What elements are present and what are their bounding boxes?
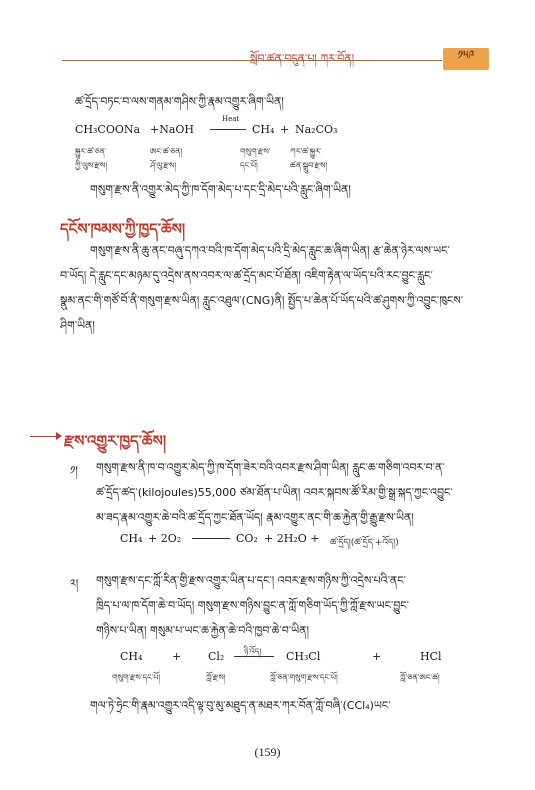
item1-eq-a: CH₄ bbox=[120, 532, 143, 545]
reaction1-label: སྐྱུར་ཚ་ཅན་ bbox=[75, 147, 107, 156]
section-heading-physical: དངོས་ཁམས་ཀྱི་ཁྱད་ཆོས། bbox=[60, 220, 186, 238]
intro-line: ཚ་དྲོད་བཏང་བ་ལས་གནམ་གཤིས་ཀྱི་རྣམ་འགྱུར་ཞིག་ཡིན། bbox=[75, 95, 284, 108]
section-arrow-icon bbox=[56, 432, 62, 440]
item2-eq-arrow bbox=[234, 656, 274, 657]
item2-eq-label: ཀློ་ཅན་གསུག་རྫས་དང་པོ། bbox=[270, 673, 338, 682]
item1-eq-e: ཚ་དྲོད།(ཚ་དྲོད་+འོད།) bbox=[330, 538, 399, 548]
item1-eq-arrow bbox=[192, 538, 230, 539]
section1-line: བ་ཡོད། དེ་རླུང་དང་མཉམ་དུ་འདྲེས་ནས་འབར་ལ་ཚ་དྲོད་མང་པོ་ཐོན། འཇིག་རྟེན་ལ་ཡོད་པའི་རང་བྱུང་རླུང་ bbox=[60, 269, 433, 282]
item1-eq-d: + 2H₂O + bbox=[264, 532, 320, 545]
item1-line: གསུག་རྫས་ནི་ཁ་བ་འགྱུར་མེད་ཀྱི་ཁ་དོག་ཟེར་བའི་འབར་རྫས་ཤིག་ཡིན། རླུང་ཆ་གཅིག་འབར་བ་ན་ bbox=[96, 461, 445, 474]
item2-eq-c: CH₃Cl bbox=[286, 650, 321, 663]
item1-number: ༡། bbox=[70, 464, 78, 477]
item2-eq-label: གསུག་རྫས་དང་པོ། bbox=[112, 673, 161, 682]
item2-number: ༢། bbox=[70, 577, 79, 590]
section-arrow-line bbox=[30, 436, 58, 437]
item2-eq-plus1: + bbox=[172, 650, 182, 663]
reaction1-product1: CH₄ bbox=[252, 123, 275, 136]
reaction1-label: ཀྱི་ལུས་རྫས། bbox=[75, 161, 108, 170]
item2-line: གསུག་རྫས་དང་ཀློ་རིན་གྱི་རྫས་འགྱུར་ཡིན་པ་དང་། འབར་རྫས་གཉིས་ཀྱི་འདྲེས་པའི་ནང་ bbox=[96, 574, 406, 587]
paragraph-last-line: གལ་ཏེ་ཧྲེང་གི་རྣམ་འགྱུར་འདི་ལྟ་བུ་མུ་མཐུད་ན་མཐར་ཀར་བོན་ཀློ་བཞི་(CCl₄)ཡང་ bbox=[90, 699, 391, 712]
item2-line: ཁྲིད་པ་ལ་ཁ་དོག་ཆེ་བ་ཡོད། གསུག་རྫས་གཉིས་བྱུང་ན་ཀློ་གཅིག་ཡོད་ཀྱི་ཀློ་རྫས་ཡང་བྱུང་ bbox=[96, 599, 409, 612]
section-heading-chemical: རྫས་འགྱུར་ཁྱད་ཆོས། bbox=[64, 432, 167, 450]
reaction1-condition: Heat bbox=[222, 115, 240, 123]
item2-line: གཉིས་པ་ཡིན། གསུམ་པ་ཡང་ཆ་རྐྱེན་ཆེ་བའི་ཁྱབ་ཆེ་བ་ཡིན། bbox=[96, 624, 309, 637]
item1-eq-b: + 2O₂ bbox=[148, 532, 182, 545]
section1-line: ཤིག་ཡིན། bbox=[60, 319, 95, 332]
item2-eq-condition: ཉི་འོད། bbox=[244, 647, 262, 656]
page-number-footer: (159) bbox=[254, 745, 281, 759]
reaction1-label: དང་པོ། bbox=[240, 161, 258, 170]
item2-eq-label: ཀློ་ཅན་ཨང་ཚ། bbox=[400, 673, 440, 682]
item1-line: ཚ་དྲོད་ཚད་(kilojoules)55,000 ཙམ་ཐོན་པ་ཡིན། འབར་སྐབས་ཚོ་རིམ་གྱི་སྒྲ་སྐད་ཀྱང་འབྱུང་ bbox=[96, 486, 453, 499]
reaction1-label: ཚན་སྒྲུབ་རྫས། bbox=[290, 161, 328, 170]
reaction1-label: ཀར་ཚ་སྐྱུར་ bbox=[290, 147, 322, 156]
section1-line: སྣུམ་ནང་གི་གཙོ་བོ་ནི་གསུག་རྫས་ཡིན། རླུང་འཐུལ་(CNG)ནི། སྤྱོད་པ་ཆེན་པོ་ཡོད་པའི་ཚ་ཤུགས་ཀྱི་འབྱུང་ཁུངས་ bbox=[60, 294, 464, 307]
item2-eq-plus2: + bbox=[372, 650, 382, 663]
item1-line: མ་ཟད་རྣམ་འགྱུར་ཆེ་བའི་ཚ་དྲོད་ཀྱང་ཐོན་ཡོད། རྣམ་འགྱུར་ནང་གི་ཆ་རྐྱེན་གྱི་རྒྱུ་རྫས་ཡིན། bbox=[96, 511, 414, 524]
item2-eq-a: CH₄ bbox=[120, 650, 143, 663]
reaction1-reactant1: CH₃COONa bbox=[75, 123, 141, 136]
item1-eq-c: CO₂ bbox=[236, 532, 258, 545]
reaction1-plus-naoh: +NaOH bbox=[150, 123, 195, 136]
section1-line: གསུག་རྫས་ནི་ཆུ་ནང་བཞུ་དཀའ་བའི་ཁ་དོག་མེད་པའི་དྲི་མེད་རླུང་ཆ་ཞིག་ཡིན། རྩ་ཆེན་ཉེར་ལས་ཡང་ bbox=[90, 244, 450, 257]
page-number-tab: ༡༥༩ bbox=[443, 48, 489, 70]
reaction1-label: ཤོ་ལུ་རྫས། bbox=[150, 161, 177, 170]
running-header-title: སློབ་ཚན་བདུན་པ། ཀར་བོན། bbox=[250, 52, 355, 65]
paragraph-intro: གསུག་རྫས་ནི་འགྱུར་མེད་ཀྱི་ཁ་དོག་མེད་པ་དང་དྲི་མེད་པའི་རླུང་ཞིག་ཡིན། bbox=[90, 183, 351, 196]
reaction1-label: གསུག་རྫས་ bbox=[240, 147, 271, 156]
item2-eq-d: HCl bbox=[420, 650, 442, 663]
reaction1-plus: + bbox=[280, 123, 290, 136]
item2-eq-b: Cl₂ bbox=[208, 650, 225, 663]
reaction1-product2: Na₂CO₃ bbox=[295, 123, 338, 136]
reaction1-label: ཨང་ཚ་ཅན། bbox=[150, 147, 183, 156]
item2-eq-label: ཀློ་རྫས། bbox=[206, 673, 226, 682]
reaction1-arrow bbox=[210, 129, 246, 130]
